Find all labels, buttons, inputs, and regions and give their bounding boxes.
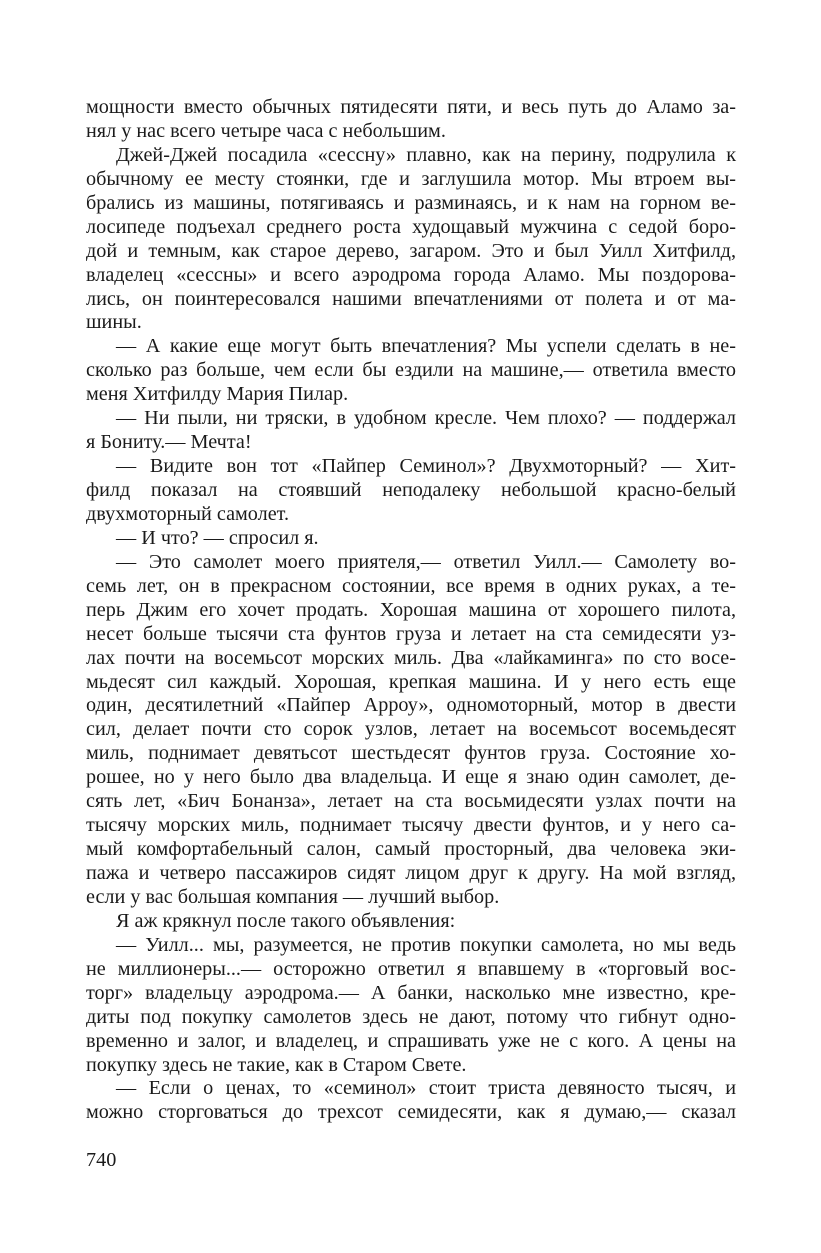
text-line: семь лет, он в прекрасном состоянии, все время в одних руках, а те-: [86, 574, 736, 597]
text-line: филд показал на стоявший неподалеку небольшой красно-белый: [86, 479, 736, 501]
text-line: обычному ее месту стоянки, где и заглушила мотор. Мы втроем вы-: [86, 167, 736, 190]
text-line: — Видите вон тот «Пайпер Семинол»? Двухмоторный? — Хит-: [116, 455, 736, 478]
text-line: сколько раз больше, чем если бы ездили на машине,— ответила вместо: [86, 359, 736, 382]
text-line: если у вас большая компания — лучший выбор.: [86, 885, 500, 908]
text-line: двухмоторный самолет.: [86, 502, 290, 525]
text-line: сять лет, «Бич Бонанза», летает на ста восьмидесяти узлах почти на: [86, 790, 736, 813]
text-line: нял у нас всего четыре часа с небольшим.: [86, 119, 446, 142]
text-line: Джей-Джей посадила «сессну» плавно, как на перину, подрулила к: [116, 143, 736, 166]
text-line: — Это самолет моего приятеля,— ответил Уилл.— Самолету во-: [116, 550, 736, 573]
page-number: 740: [86, 1149, 117, 1171]
text-line: не миллионеры...— осторожно ответил я впавшему в «торговый вос-: [86, 957, 736, 980]
text-line: миль, поднимает девятьсот шестьдесят фунтов груза. Состояние хо-: [86, 742, 736, 765]
text-line: дой и темным, как старое дерево, загаром. Это и был Уилл Хитфилд,: [86, 239, 736, 262]
text-line: тысячу морских миль, поднимает тысячу двести фунтов, и у него са-: [86, 814, 736, 837]
text-line: покупку здесь не такие, как в Старом Свете.: [86, 1053, 467, 1076]
text-line: брались из машины, потягиваясь и разминаясь, и к нам на горном ве-: [86, 191, 736, 214]
text-line: торг» владельцу аэродрома.— А банки, насколько мне известно, кре-: [86, 981, 736, 1004]
text-line: перь Джим его хочет продать. Хорошая машина от хорошего пилота,: [86, 598, 736, 621]
text-line: мощности вместо обычных пятидесяти пяти, и весь путь до Аламо за-: [86, 96, 736, 118]
text-line: лах почти на восемьсот морских миль. Два «лайкаминга» по сто восе-: [86, 646, 736, 669]
text-line: сил, делает почти сто сорок узлов, летает на восемьсот восемьдесят: [86, 718, 736, 741]
text-line: мьдесят сил каждый. Хорошая, крепкая машина. И у него есть еще: [86, 670, 736, 693]
text-line: пажа и четверо пассажиров сидят лицом друг к другу. На мой взгляд,: [86, 862, 736, 884]
text-line: Я аж крякнул после такого объявления:: [116, 909, 456, 932]
text-line: временно и залог, и владелец, и спрашивать уже не с кого. А цены на: [86, 1029, 736, 1052]
text-line: мый комфортабельный салон, самый просторный, два человека эки-: [86, 838, 736, 861]
text-line: диты под покупку самолетов здесь не дают, потому что гибнут одно-: [86, 1005, 736, 1028]
text-line: владелец «сессны» и всего аэродрома города Аламо. Мы поздорова-: [86, 263, 736, 286]
text-line: рошее, но у него было два владельца. И еще я знаю один самолет, де-: [86, 766, 736, 789]
text-line: один, десятилетний «Пайпер Арроу», одномоторный, мотор в двести: [86, 694, 736, 717]
text-line: шины.: [86, 311, 142, 334]
text-line: — А какие еще могут быть впечатления? Мы успели сделать в не-: [116, 335, 736, 358]
text-line: — Уилл... мы, разумеется, не против покупки самолета, но мы ведь: [116, 933, 736, 956]
text-line: меня Хитфилду Мария Пилар.: [86, 383, 349, 406]
text-line: несет больше тысячи ста фунтов груза и летает на ста семидесяти уз-: [86, 622, 736, 645]
text-line: — Ни пыли, ни тряски, в удобном кресле. Чем плохо? — поддержал: [116, 407, 736, 430]
text-line: лись, он поинтересовался нашими впечатлениями от полета и от ма-: [86, 287, 736, 310]
text-line: — Если о ценах, то «семинол» стоит триста девяносто тысяч, и: [116, 1077, 736, 1100]
book-page-text: [86, 96, 736, 1125]
text-line: — И что? — спросил я.: [116, 526, 319, 549]
text-line: я Бониту.— Мечта!: [86, 431, 252, 454]
text-line: можно сторговаться до трехсот семидесяти, как я думаю,— сказал: [86, 1101, 736, 1124]
text-line: лосипеде подъехал среднего роста худощавый мужчина с седой боро-: [86, 215, 736, 238]
